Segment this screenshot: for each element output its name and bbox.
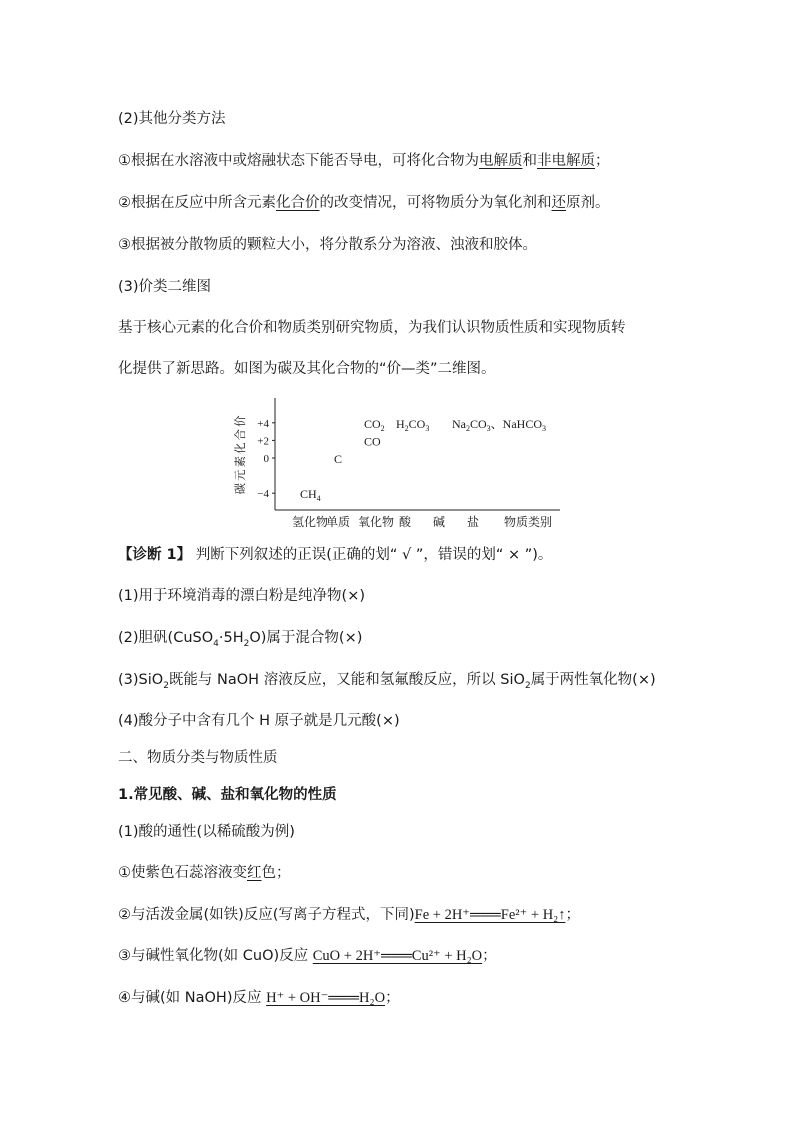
diagnosis-heading [118,545,552,565]
text: 属于两性氧化物(×) [530,672,656,688]
question-1: (1)用于环境消毒的漂白粉是纯净物(×) [118,588,366,604]
answer-nonelectrolyte: 非电解质 [537,153,595,169]
subscript: 2 [163,680,169,691]
subscript: 3 [486,423,491,433]
paragraph-dispersion: ③根据被分散物质的颗粒大小，将分散系分为溶液、浊液和胶体。 [118,237,537,253]
x-tick-label: 氧化物 [357,515,395,529]
diagnosis-tag: 【诊断 1】 [118,547,192,563]
formula-part: CO [408,416,426,431]
acid-property-3 [118,946,497,966]
acid-properties-heading: (1)酸的通性(以稀硫酸为例) [118,824,295,840]
text: 色； [261,865,291,881]
equation-fe: Fe + 2H⁺═══Fe²⁺ + H₂↑ [414,907,566,923]
answer-reduction: 还 [551,195,566,211]
text: 的改变情况，可将物质分为氧化剂和 [319,195,552,211]
answer-valence: 化合价 [276,195,320,211]
text: ①使紫色石蕊溶液变 [118,865,247,881]
equation-naoh: H⁺ + OH⁻═══H₂O [266,990,386,1006]
y-tick-label: +4 [257,417,269,430]
acid-property-1 [118,863,291,883]
text: (3)SiO [118,672,164,688]
subscript: 2 [243,638,250,649]
formula-part: Na [452,416,466,431]
paragraph-intro-2: 化提供了新思路。如图为碳及其化合物的“价—类”二维图。 [118,361,496,377]
x-tick-label: 氢化物 [291,515,329,529]
y-tick-label: +2 [257,435,269,448]
subscript: 2 [404,423,409,433]
formula-part: C [334,452,343,466]
subscript: 4 [316,494,321,504]
acid-property-2 [118,905,580,925]
question-4: (4)酸分子中含有几个 H 原子就是几元酸(×) [118,713,400,729]
text: ； [385,990,400,1006]
equation-cuo: CuO + 2H⁺═══Cu²⁺ + H₂O [312,948,483,964]
data-point-label [300,487,321,503]
question-3 [118,670,656,690]
data-point-label [364,417,385,433]
acid-property-4 [118,988,400,1008]
x-tick-label: 盐 [466,515,480,529]
x-axis-title: 物质类别 [503,515,553,529]
text: (2)胆矾(CuSO [118,630,214,646]
data-point-label [364,434,381,448]
y-tick-label: −4 [257,488,269,501]
subscript: 2 [466,423,470,433]
x-tick-label: 酸 [398,515,412,529]
y-tick-label: 0 [263,453,269,465]
text: ③与碱性氧化物(如 CuO)反应 [118,948,313,964]
subsection-heading-1: 1.常见酸、碱、盐和氧化物的性质 [118,787,337,803]
text: O)属于混合物(×) [249,630,363,646]
valence-class-chart [230,392,570,532]
text: ·5H [218,630,244,646]
heading-other-methods: (2)其他分类方法 [118,111,226,127]
formula-part: CH [300,487,317,502]
subscript: 3 [542,423,547,433]
paragraph-intro-1: 基于核心元素的化合价和物质类别研究物质，为我们认识物质性质和实现物质转 [118,320,626,336]
text: 原剂。 [566,195,610,211]
data-point-label [334,452,342,466]
x-tick-label: 碱 [432,515,446,529]
text: ； [482,948,497,964]
data-point-label [452,417,546,433]
paragraph-electrolyte [118,151,610,171]
text: 和 [522,153,537,169]
text: ； [565,907,580,923]
text: ②根据在反应中所含元素 [118,195,276,211]
x-tick-label: 单质 [325,515,351,529]
y-axis-title: 碳元素化合价 [235,413,247,495]
text: ①根据在水溶液中或熔融状态下能否导电，可将化合物为 [118,153,479,169]
formula-part: CO [470,416,487,431]
answer-electrolyte: 电解质 [479,153,523,169]
text: ②与活泼金属(如铁)反应(写离子方程式，下同) [118,907,415,923]
formula-part: CO [364,416,381,431]
text: 既能与 NaOH 溶液反应，又能和氢氟酸反应，所以 SiO [168,672,525,688]
question-2 [118,628,362,648]
subscript: 4 [213,638,219,649]
data-point-label [396,417,429,433]
subscript: 2 [524,680,531,691]
paragraph-redox [118,193,610,213]
section-heading-2: 二、物质分类与物质性质 [118,750,278,766]
heading-valence-class: (3)价类二维图 [118,279,212,295]
formula-part: CO [364,434,381,449]
subscript: 2 [380,423,385,433]
subscript: 3 [425,423,430,433]
diagnosis-text: 判断下列叙述的正误(正确的划“ √ ”，错误的划“ × ”)。 [191,547,553,563]
formula-part: H [396,416,405,431]
text: ④与碱(如 NaOH)反应 [118,990,267,1006]
text: ； [595,153,610,169]
formula-part: 、NaHCO [490,416,543,431]
answer-red: 红 [247,865,262,881]
